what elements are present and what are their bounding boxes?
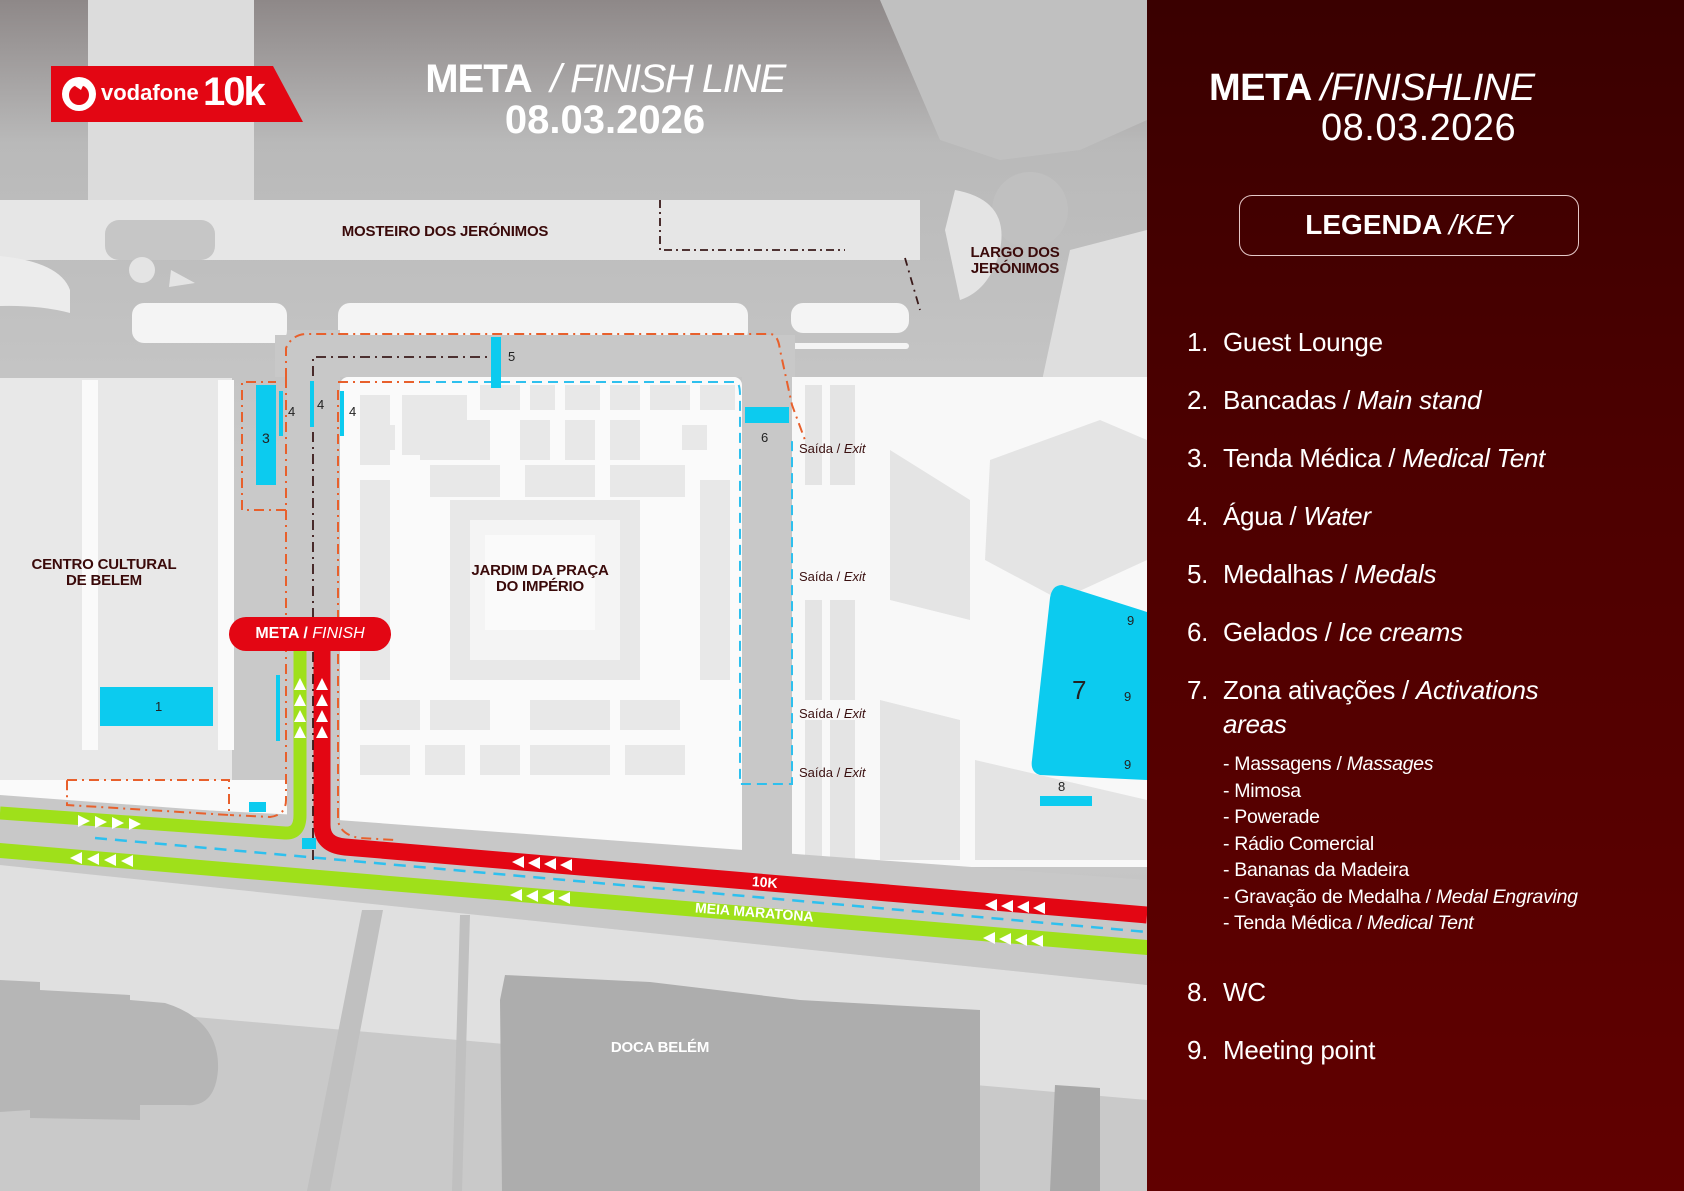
- marker-7-activations[interactable]: 7: [1072, 675, 1087, 705]
- activation-item: - Massagens / Massages: [1223, 753, 1434, 775]
- route-label-10k: 10K: [751, 873, 779, 891]
- map-title-separator: /: [550, 57, 560, 101]
- activation-item: - Gravação de Medalha / Medal Engraving: [1223, 885, 1578, 908]
- panel-title-main: META: [1209, 67, 1311, 109]
- panel-title-sub: FINISHLINE: [1330, 67, 1535, 109]
- vodafone-10k-logo: [51, 66, 303, 122]
- marker-4-water[interactable]: 4: [317, 397, 325, 412]
- marker-4-water[interactable]: 4: [349, 404, 357, 419]
- activation-item: - Mimosa: [1223, 779, 1301, 802]
- map-title-main: META: [425, 57, 531, 101]
- map-title: [395, 58, 815, 140]
- exit-label: Saída / Exit: [799, 569, 866, 584]
- marker-9-meeting-point[interactable]: 9: [1124, 757, 1132, 772]
- legend-item-water: 4. Água / Water: [1187, 501, 1371, 531]
- legend-header: [1239, 195, 1579, 256]
- legend-list: [1187, 325, 1677, 1091]
- legend-item-ice-creams: 6. Gelados / Ice creams: [1187, 617, 1463, 647]
- marker-8-wc[interactable]: 8: [1058, 779, 1066, 794]
- activation-item: - Bananas da Madeira: [1223, 859, 1409, 881]
- legend-item-wc: 8. WC: [1187, 976, 1266, 1007]
- legend-item-medals: 5. Medalhas / Medals: [1187, 559, 1437, 589]
- marker-9-meeting-point[interactable]: 9: [1127, 613, 1135, 628]
- marker-6-ice-creams[interactable]: 6: [761, 430, 769, 445]
- label-ccb-line1: CENTRO CULTURAL: [31, 556, 177, 573]
- label-centro-cultural: [14, 557, 194, 589]
- exit-label: Saída / Exit: [799, 765, 866, 780]
- map-title-sub: FINISH LINE: [570, 57, 785, 101]
- label-jardim: [440, 563, 640, 595]
- marker-5-medals[interactable]: 5: [508, 349, 516, 364]
- logo-event-text: 10k: [203, 70, 264, 114]
- finish-line-marker: [229, 617, 391, 651]
- marker-4-water[interactable]: 4: [288, 404, 296, 419]
- marker-1-guest-lounge[interactable]: 1: [155, 699, 163, 714]
- exit-label: Saída / Exit: [799, 441, 866, 456]
- activation-item: - Powerade: [1223, 806, 1320, 828]
- activation-item: - Tenda Médica / Medical Tent: [1223, 912, 1474, 934]
- exit-label: Saída / Exit: [799, 706, 866, 721]
- legend-header-separator: /: [1448, 209, 1457, 240]
- legend-panel: [1147, 0, 1684, 1191]
- legend-header-main: LEGENDA: [1305, 209, 1442, 240]
- legend-item-guest-lounge: 1. Guest Lounge: [1187, 327, 1383, 357]
- label-largo-line2: JERÓNIMOS: [970, 260, 1060, 277]
- panel-title: [1209, 68, 1609, 148]
- panel-title-date: 08.03.2026: [1321, 107, 1517, 149]
- label-jardim-line1: JARDIM DA PRAÇA: [471, 562, 609, 579]
- legend-header-sub: KEY: [1456, 209, 1513, 240]
- route-label-meia-maratona: MEIA MARATONA: [694, 899, 815, 925]
- label-largo-dos-jeronimos: [950, 245, 1080, 277]
- label-doca-belem: DOCA BELÉM: [610, 1039, 710, 1056]
- logo-brand-text: vodafone: [101, 80, 199, 105]
- marker-3-medical-tent[interactable]: 3: [262, 430, 270, 446]
- legend-item-meeting-point: 9. Meeting point: [1187, 1034, 1376, 1065]
- legend-item-main-stand: 2. Bancadas / Main stand: [1187, 385, 1482, 415]
- label-mosteiro: MOSTEIRO DOS JERÓNIMOS: [341, 223, 549, 240]
- legend-item-medical-tent: 3. Tenda Médica / Medical Tent: [1187, 443, 1545, 473]
- label-ccb-line2: DE BELEM: [66, 572, 142, 589]
- activations-sublist: [1187, 751, 1677, 937]
- activation-item: - Rádio Comercial: [1223, 832, 1374, 855]
- label-jardim-line2: DO IMPÉRIO: [495, 578, 584, 595]
- legend-item-activations: 7. Zona ativações / Activations areas: [1187, 675, 1539, 739]
- finish-label-main: META /: [255, 625, 308, 642]
- panel-title-separator: /: [1320, 67, 1331, 109]
- finish-label-sub: FINISH: [312, 625, 365, 642]
- label-largo-line1: LARGO DOS: [970, 244, 1060, 261]
- marker-9-meeting-point[interactable]: 9: [1124, 689, 1132, 704]
- map-title-date: 08.03.2026: [504, 98, 706, 142]
